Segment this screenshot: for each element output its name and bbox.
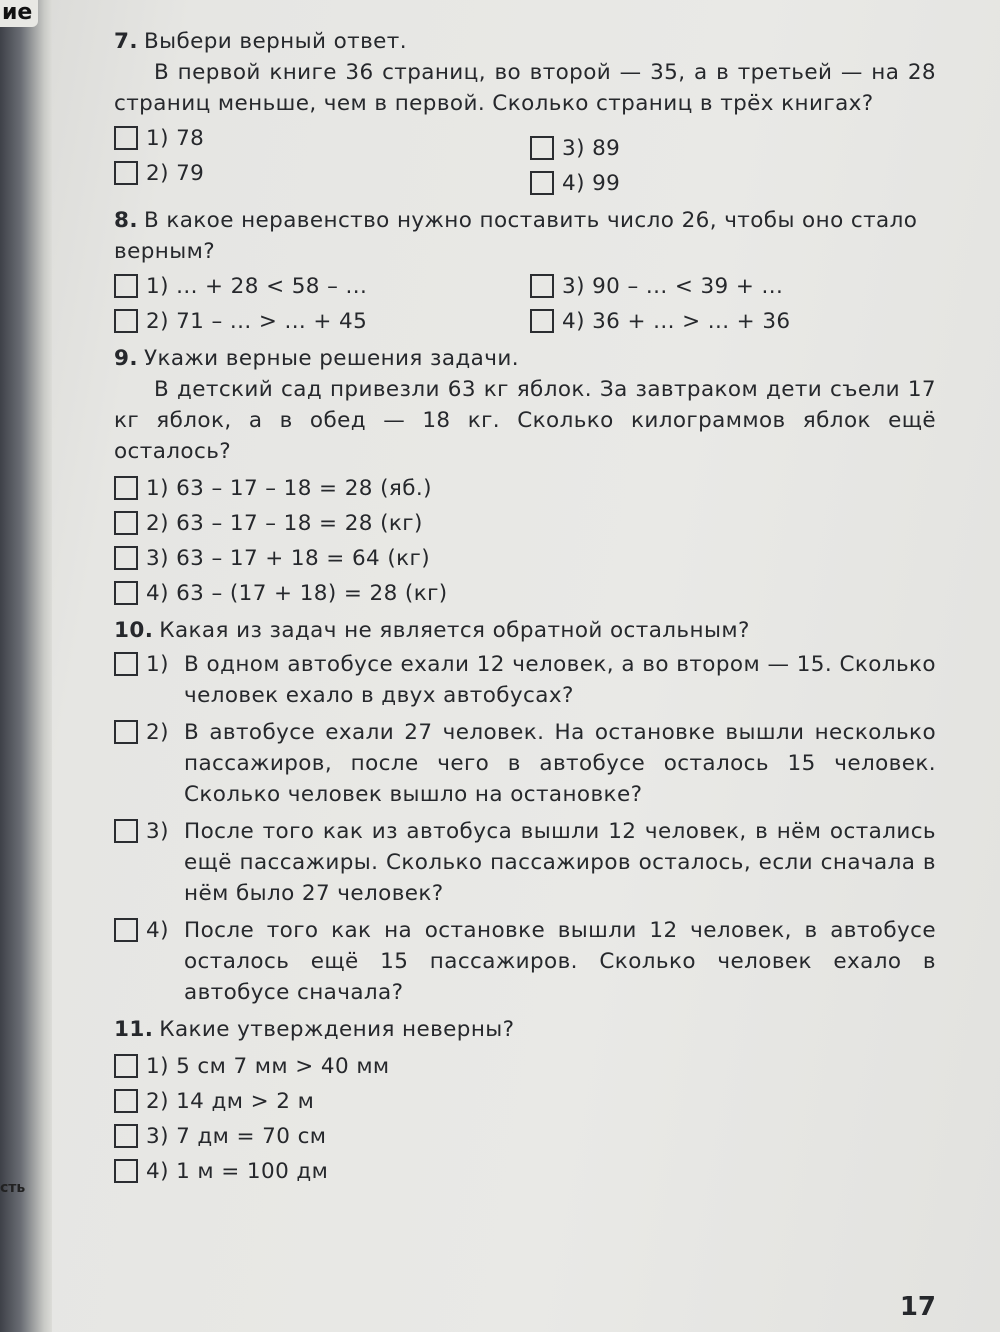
question-9-task: В детский сад привезли 63 кг яблок. За завтраком дети съели 17 кг яблок, а в обед — 18 кг. Сколько килограммов яблок ещё осталось? <box>114 377 936 464</box>
q8-option-3 <box>530 271 936 302</box>
q7-option-3-label: 3) 89 <box>562 136 621 161</box>
q10-option-4 <box>114 915 936 1008</box>
question-7-task: В первой книге 36 страниц, во второй — 35, а в третьей — на 28 страниц меньше, чем в первой. Сколько страниц в трёх книгах? <box>114 60 936 116</box>
q9-option-2-checkbox[interactable] <box>114 511 138 535</box>
q9-option-3 <box>114 543 936 574</box>
book-spine <box>0 0 52 1332</box>
q7-option-1-label: 1) 78 <box>146 126 205 151</box>
question-10-title <box>114 615 936 646</box>
q10-option-2 <box>114 717 936 810</box>
q10-option-2-number: 2) <box>146 720 169 745</box>
question-7-options <box>114 121 936 201</box>
q10-option-1-text: В одном автобусе ехали 12 человек, а во втором — 15. Сколько человек ехало в двух автобусах? <box>184 652 936 708</box>
q8-option-1-checkbox[interactable] <box>114 274 138 298</box>
q7-option-2-label: 2) 79 <box>146 161 205 186</box>
q11-option-1-checkbox[interactable] <box>114 1054 138 1078</box>
question-9-title <box>114 343 936 374</box>
question-11-options <box>114 1049 936 1189</box>
q9-option-1 <box>114 473 936 504</box>
question-11-title <box>114 1014 936 1045</box>
q10-option-2-text: В автобусе ехали 27 человек. На остановке вышли несколько пассажиров, после чего в автобусе осталось 15 человек. Сколько человек вышло на остановке? <box>184 720 936 807</box>
q11-option-4-label: 4) 1 м = 100 дм <box>146 1159 329 1184</box>
q11-option-4 <box>114 1156 936 1187</box>
page-number: 17 <box>899 1292 936 1322</box>
question-11-number: 11. <box>114 1017 154 1042</box>
q8-option-3-checkbox[interactable] <box>530 274 554 298</box>
q10-option-3 <box>114 816 936 909</box>
question-11 <box>114 1014 936 1189</box>
q10-option-3-number: 3) <box>146 819 169 844</box>
q11-option-3-label: 3) 7 дм = 70 см <box>146 1124 327 1149</box>
q10-option-3-text: После того как из автобуса вышли 12 человек, в нём остались ещё пассажиры. Сколько пассажиров осталось, если сначала в нём было 27 человек? <box>184 819 936 906</box>
q11-option-4-checkbox[interactable] <box>114 1159 138 1183</box>
q8-option-2 <box>114 306 520 337</box>
question-10 <box>114 615 936 1008</box>
q9-option-1-label: 1) 63 – 17 – 18 = 28 (яб.) <box>146 476 432 501</box>
q7-option-4 <box>530 168 936 199</box>
q9-option-3-checkbox[interactable] <box>114 546 138 570</box>
q9-option-4-checkbox[interactable] <box>114 581 138 605</box>
question-7 <box>114 26 936 201</box>
q11-option-3 <box>114 1121 936 1152</box>
q7-option-2 <box>114 158 520 189</box>
q7-option-1 <box>114 123 520 154</box>
q9-option-4 <box>114 578 936 609</box>
question-9-options <box>114 471 936 611</box>
q10-option-4-text: После того как на остановке вышли 12 человек, в автобусе осталось ещё 15 пассажиров. Сколько человек ехало в автобусе сначала? <box>184 918 936 1005</box>
q10-option-1-checkbox[interactable] <box>114 652 138 676</box>
question-8-text: В какое неравенство нужно поставить число 26, чтобы оно стало верным? <box>114 208 918 264</box>
spine-top-label: ие <box>0 0 38 27</box>
q11-option-1-label: 1) 5 см 7 мм > 40 мм <box>146 1054 390 1079</box>
question-8-title <box>114 205 936 267</box>
q8-option-1 <box>114 271 520 302</box>
question-10-number: 10. <box>114 618 154 643</box>
q8-option-3-label: 3) 90 – ... < 39 + ... <box>562 274 784 299</box>
q11-option-2-label: 2) 14 дм > 2 м <box>146 1089 315 1114</box>
question-9-number: 9. <box>114 346 138 371</box>
question-8-number: 8. <box>114 208 138 233</box>
q10-option-1-number: 1) <box>146 652 169 677</box>
q10-option-4-checkbox[interactable] <box>114 918 138 942</box>
spine-bottom-label: сть <box>0 1180 26 1196</box>
q10-option-1 <box>114 649 936 711</box>
q8-option-2-label: 2) 71 – ... > ... + 45 <box>146 309 368 334</box>
q7-option-3 <box>530 133 936 164</box>
question-8 <box>114 205 936 339</box>
question-11-text: Какие утверждения неверны? <box>159 1017 515 1042</box>
q9-option-2-label: 2) 63 – 17 – 18 = 28 (кг) <box>146 511 423 536</box>
q7-option-4-label: 4) 99 <box>562 171 621 196</box>
q7-option-2-checkbox[interactable] <box>114 161 138 185</box>
q8-option-4 <box>530 306 936 337</box>
q7-option-3-checkbox[interactable] <box>530 136 554 160</box>
question-7-text: Выбери верный ответ. <box>143 29 407 54</box>
workbook-page <box>52 0 1000 1332</box>
q7-option-4-checkbox[interactable] <box>530 171 554 195</box>
q11-option-3-checkbox[interactable] <box>114 1124 138 1148</box>
q8-option-4-label: 4) 36 + ... > ... + 36 <box>562 309 791 334</box>
page-content <box>114 26 936 1193</box>
question-7-number: 7. <box>114 29 138 54</box>
q7-option-1-checkbox[interactable] <box>114 126 138 150</box>
q10-option-3-checkbox[interactable] <box>114 819 138 843</box>
q8-option-4-checkbox[interactable] <box>530 309 554 333</box>
question-10-text: Какая из задач не является обратной остальным? <box>159 618 750 643</box>
q9-option-3-label: 3) 63 – 17 + 18 = 64 (кг) <box>146 546 431 571</box>
q10-option-2-checkbox[interactable] <box>114 720 138 744</box>
question-9 <box>114 343 936 611</box>
question-7-title <box>114 26 936 57</box>
q11-option-2 <box>114 1086 936 1117</box>
q11-option-1 <box>114 1051 936 1082</box>
q9-option-2 <box>114 508 936 539</box>
q9-option-4-label: 4) 63 – (17 + 18) = 28 (кг) <box>146 581 448 606</box>
question-8-options <box>114 269 936 339</box>
question-9-text: Укажи верные решения задачи. <box>143 346 519 371</box>
q9-option-1-checkbox[interactable] <box>114 476 138 500</box>
q11-option-2-checkbox[interactable] <box>114 1089 138 1113</box>
q8-option-2-checkbox[interactable] <box>114 309 138 333</box>
q8-option-1-label: 1) ... + 28 < 58 – ... <box>146 274 368 299</box>
q10-option-4-number: 4) <box>146 918 169 943</box>
